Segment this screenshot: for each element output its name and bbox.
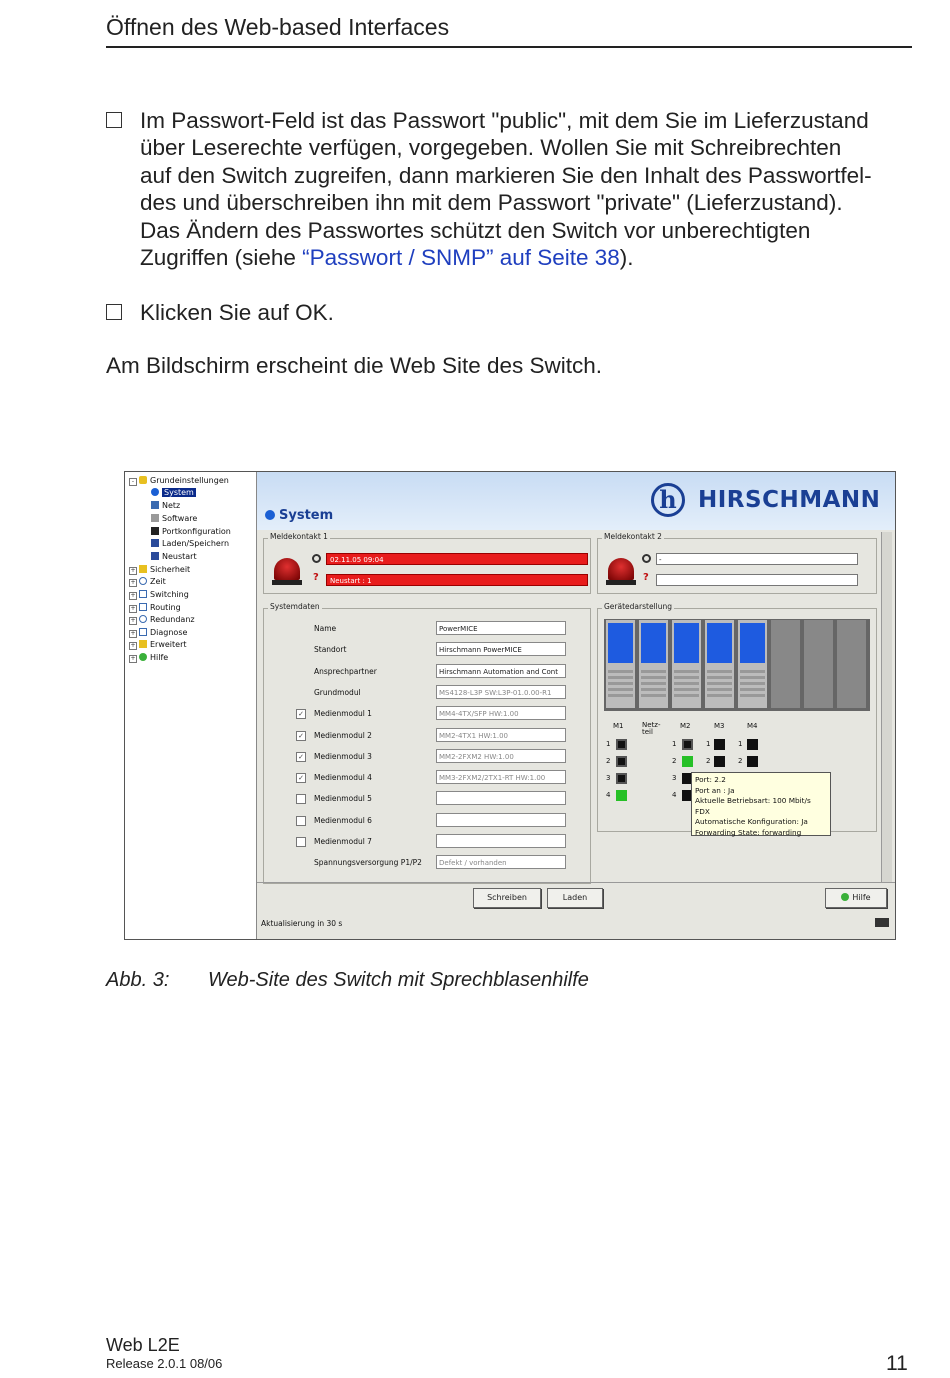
module-slot[interactable] (704, 619, 735, 709)
port-number: 4 (606, 791, 611, 799)
field-input[interactable]: Hirschmann PowerMICE (436, 642, 566, 656)
load-button[interactable]: Laden (547, 888, 603, 908)
tree-item-netz[interactable]: Netz (162, 501, 181, 510)
field-label: Standort (314, 645, 347, 655)
page-title: System (265, 508, 333, 523)
text-line: über Leserechte verfügen, vorgegeben. Wollen Sie mit Schreibrechten (140, 135, 842, 161)
software-icon (151, 514, 159, 522)
help-icon (139, 653, 147, 661)
alarm-light-icon (608, 558, 634, 580)
field-label: Medienmodul 2 (314, 730, 372, 740)
link-passwort-snmp[interactable]: “Passwort / SNMP” auf Seite 38 (302, 245, 620, 271)
navigation-tree: - Grundeinstellungen System Netz Software Portkonfiguration Laden/Speichern Neustart + Sicherheit + Zeit + Switching + Routing + Redundanz + Diagnose + Erweitert + Hilfe (125, 472, 257, 939)
info-icon (265, 510, 275, 520)
footer-title: Web L2E (106, 1335, 180, 1355)
field-input (436, 813, 566, 827)
header-rule (106, 46, 912, 48)
port-indicator[interactable] (616, 790, 627, 801)
port-number: 2 (672, 757, 677, 765)
col-label-netzteil: Netz- teil (642, 721, 661, 736)
routing-icon (139, 603, 147, 611)
paragraph: Am Bildschirm erscheint die Web Site des Switch. (106, 353, 603, 378)
tree-item-routing[interactable]: Routing (150, 603, 181, 612)
port-number: 1 (738, 740, 743, 748)
tree-item-neustart[interactable]: Neustart (162, 552, 197, 561)
port-indicator[interactable] (682, 756, 693, 767)
checkbox-icon (106, 304, 122, 320)
scrollbar[interactable] (881, 532, 892, 882)
group-label: Gerätedarstellung (604, 602, 672, 611)
tree-item-switching[interactable]: Switching (150, 590, 189, 599)
refresh-status: Aktualisierung in 30 s (261, 919, 343, 928)
module-slot[interactable] (671, 619, 702, 709)
field-input: Defekt / vorhanden (436, 855, 566, 869)
field-label: Grundmodul (314, 687, 361, 697)
text-line: Zugriffen (siehe “Passwort / SNMP” auf Seite 38). (140, 245, 634, 271)
tooltip-port-info: Port: 2.2 Port an : Ja Aktuelle Betriebsart: 100 Mbit/s FDX Automatische Konfiguration: Ja Forwarding State: forwarding (691, 772, 831, 836)
port-indicator[interactable] (747, 756, 758, 767)
tree-item-grundeinstellungen[interactable]: Grundeinstellungen (150, 476, 229, 485)
port-number: 3 (606, 774, 611, 782)
port-icon (151, 527, 159, 535)
status-circle-icon (642, 554, 651, 563)
device-chassis (604, 619, 870, 711)
alarm-time: 02.11.05 09:04 (326, 553, 588, 565)
tree-item-laden-speichern[interactable]: Laden/Speichern (162, 539, 230, 548)
port-indicator[interactable] (616, 739, 627, 750)
col-label-m4: M4 (747, 722, 758, 730)
tree-item-system[interactable]: System (164, 488, 194, 497)
contact-time: - (656, 553, 858, 565)
port-indicator[interactable] (682, 739, 693, 750)
module-checkbox[interactable] (296, 794, 306, 804)
alarm-status: Neustart : 1 (326, 574, 588, 586)
port-number: 2 (706, 757, 711, 765)
tree-item-sicherheit[interactable]: Sicherheit (150, 565, 191, 574)
module-checkbox[interactable] (296, 837, 306, 847)
port-number: 2 (606, 757, 611, 765)
tree-item-portkonfiguration[interactable]: Portkonfiguration (162, 527, 231, 536)
col-label-m2: M2 (680, 722, 691, 730)
module-checkbox[interactable]: ✓ (296, 752, 306, 762)
running-header: Öffnen des Web-based Interfaces (106, 14, 450, 40)
field-input[interactable]: PowerMICE (436, 621, 566, 635)
clock-icon (139, 577, 147, 585)
field-input[interactable]: Hirschmann Automation and Cont (436, 664, 566, 678)
text-line: des und überschreiben ihn mit dem Passwort "private" (Lieferzustand). (140, 190, 843, 216)
port-number: 1 (706, 740, 711, 748)
figure-caption: Web-Site des Switch mit Sprechblasenhilfe (208, 969, 589, 991)
port-number: 4 (672, 791, 677, 799)
col-label-m1: M1 (613, 722, 624, 730)
save-icon (151, 539, 159, 547)
diagnose-icon (139, 628, 147, 636)
connection-icon (875, 918, 889, 927)
field-label: Spannungsversorgung P1/P2 (314, 858, 422, 868)
module-slot[interactable] (605, 619, 636, 709)
group-label: Systemdaten (270, 602, 320, 611)
module-slot[interactable] (638, 619, 669, 709)
question-icon: ? (313, 572, 319, 583)
bullet-text: Klicken Sie auf OK. (140, 300, 334, 325)
port-indicator[interactable] (747, 739, 758, 750)
group-meldekontakt-2 (597, 532, 877, 594)
write-button[interactable]: Schreiben (473, 888, 541, 908)
field-input: MM4-4TX/SFP HW:1.00 (436, 706, 566, 720)
port-number: 3 (672, 774, 677, 782)
field-input: MM2-4TX1 HW:1.00 (436, 728, 566, 742)
restart-icon (151, 552, 159, 560)
footer-release: Release 2.0.1 08/06 (106, 1356, 223, 1371)
module-checkbox[interactable] (296, 816, 306, 826)
field-input: MM3-2FXM2/2TX1-RT HW:1.00 (436, 770, 566, 784)
port-indicator[interactable] (616, 773, 627, 784)
field-input: MS4128-L3P SW:L3P-01.0.00-R1 (436, 685, 566, 699)
main-panel (257, 472, 895, 939)
tree-item-software[interactable]: Software (162, 514, 198, 523)
field-label: Medienmodul 5 (314, 794, 372, 804)
tree-item-diagnose[interactable]: Diagnose (150, 628, 188, 637)
port-number: 1 (672, 740, 677, 748)
field-label: Ansprechpartner (314, 666, 377, 676)
help-icon (841, 893, 849, 901)
text-line: auf den Switch zugreifen, dann markieren Sie den Inhalt des Passwortfel- (140, 162, 872, 188)
module-checkbox[interactable]: ✓ (296, 709, 306, 719)
text-line: Im Passwort-Feld ist das Passwort "public", mit dem Sie im Lieferzustand (140, 108, 869, 133)
alarm-light-icon (274, 558, 300, 580)
contact-status (656, 574, 858, 586)
checkbox-icon (106, 112, 122, 128)
brand-name: HIRSCHMANN (698, 487, 881, 513)
figure-number: Abb. 3: (106, 969, 170, 991)
empty-slot (836, 619, 867, 709)
folder-icon (139, 476, 147, 484)
tree-item-redundanz[interactable]: Redundanz (150, 615, 195, 624)
module-slot[interactable] (737, 619, 768, 709)
status-circle-icon (312, 554, 321, 563)
field-input: MM2-2FXM2 HW:1.00 (436, 749, 566, 763)
field-input (436, 834, 566, 848)
port-indicator[interactable] (714, 739, 725, 750)
port-number: 2 (738, 757, 743, 765)
empty-slot (803, 619, 834, 709)
banner (257, 472, 895, 530)
empty-slot (770, 619, 801, 709)
hirschmann-logo-icon: h (651, 483, 685, 517)
field-label: Medienmodul 3 (314, 751, 372, 761)
col-label-m3: M3 (714, 722, 725, 730)
star-icon (139, 640, 147, 648)
field-label: Medienmodul 6 (314, 815, 372, 825)
page-number: 11 (886, 1352, 908, 1375)
figure-screenshot (124, 471, 896, 940)
info-icon (151, 488, 159, 496)
field-label: Medienmodul 1 (314, 709, 372, 719)
help-button[interactable]: Hilfe (825, 888, 887, 908)
tree-item-zeit[interactable]: Zeit (150, 577, 166, 586)
port-number: 1 (606, 740, 611, 748)
tree-item-hilfe[interactable]: Hilfe (150, 653, 169, 662)
module-checkbox[interactable]: ✓ (296, 773, 306, 783)
text-line: Das Ändern des Passwortes schützt den Switch vor unberechtigten (140, 217, 811, 243)
port-indicator[interactable] (616, 756, 627, 767)
group-systemdaten (263, 602, 591, 884)
tree-item-erweitert[interactable]: Erweitert (150, 640, 187, 649)
field-label: Medienmodul 4 (314, 773, 372, 783)
field-input (436, 791, 566, 805)
group-label: Meldekontakt 2 (604, 532, 662, 541)
group-label: Meldekontakt 1 (270, 532, 328, 541)
network-icon (151, 501, 159, 509)
lock-icon (139, 565, 147, 573)
field-label: Medienmodul 7 (314, 837, 372, 846)
redundancy-icon (139, 615, 147, 623)
group-meldekontakt-1 (263, 532, 591, 594)
field-label: Name (314, 624, 337, 633)
module-checkbox[interactable]: ✓ (296, 731, 306, 741)
question-icon: ? (643, 572, 649, 583)
switching-icon (139, 590, 147, 598)
port-indicator[interactable] (714, 756, 725, 767)
